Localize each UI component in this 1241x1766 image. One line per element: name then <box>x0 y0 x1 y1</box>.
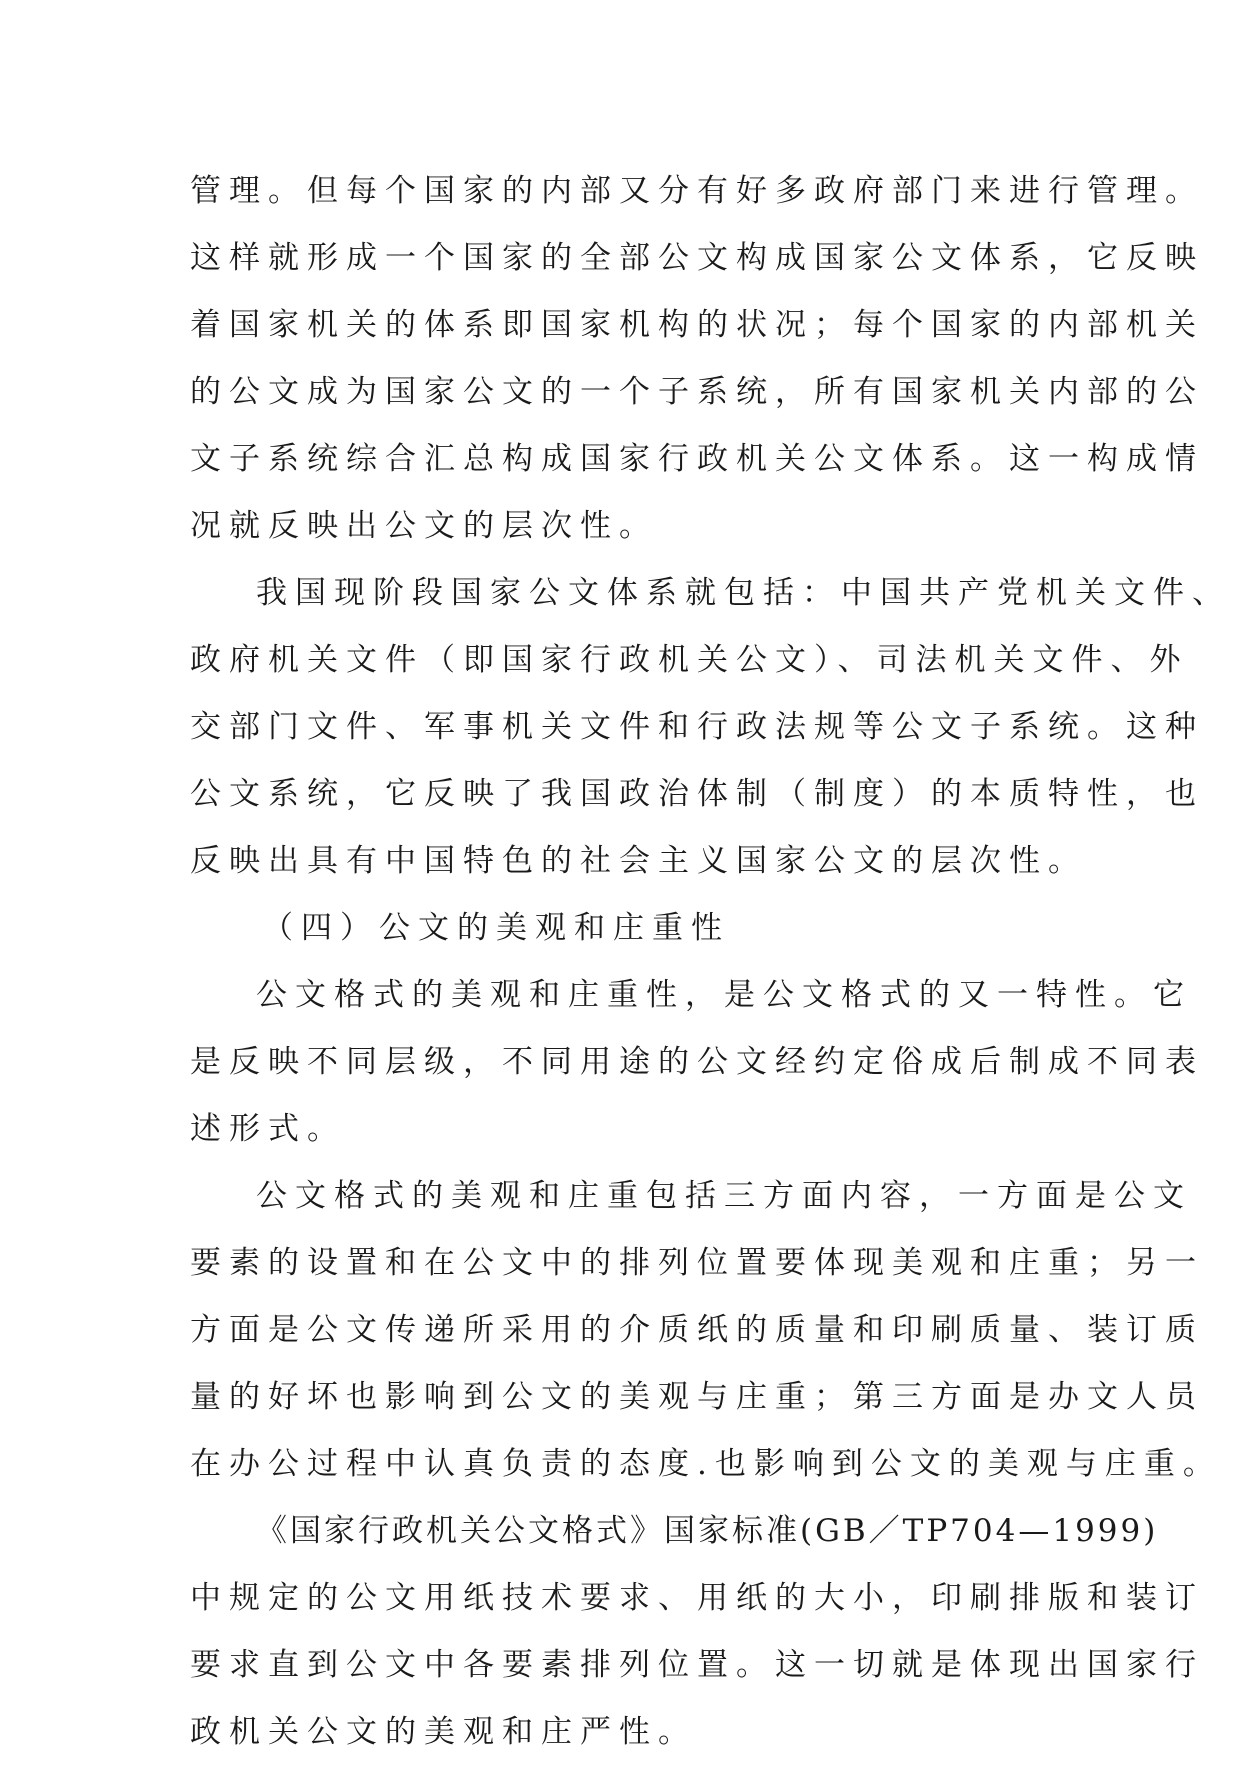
paragraph-start-line: 公文格式的美观和庄重性，是公文格式的又一特性。它 <box>256 977 1192 1013</box>
text-line: 述形式。 <box>190 1111 346 1147</box>
text-line: 况就反映出公文的层次性。 <box>190 508 658 544</box>
text-line: 要求直到公文中各要素排列位置。这一切就是体现出国家行 <box>190 1647 1204 1683</box>
text-line: 政机关公文的美观和庄严性。 <box>190 1714 697 1750</box>
text-line: 管理。但每个国家的内部又分有好多政府部门来进行管理。 <box>190 173 1204 209</box>
paragraph-start-line: 公文格式的美观和庄重包括三方面内容，一方面是公文 <box>256 1178 1192 1214</box>
body-text <box>190 158 1231 1766</box>
text-line: 着国家机关的体系即国家机构的状况；每个国家的内部机关 <box>190 307 1204 343</box>
text-line: 要素的设置和在公文中的排列位置要体现美观和庄重；另一 <box>190 1245 1204 1281</box>
text-line: 是反映不同层级，不同用途的公文经约定俗成后制成不同表 <box>190 1044 1204 1080</box>
paragraph-start-line: 我国现阶段国家公文体系就包括：中国共产党机关文件、 <box>256 575 1231 611</box>
text-line: 中规定的公文用纸技术要求、用纸的大小，印刷排版和装订 <box>190 1580 1204 1616</box>
text-line: 的公文成为国家公文的一个子系统，所有国家机关内部的公 <box>190 374 1204 410</box>
text-line: 方面是公文传递所采用的介质纸的质量和印刷质量、装订质 <box>190 1312 1204 1348</box>
text-line: 政府机关文件（即国家行政机关公文）、司法机关文件、外 <box>190 642 1189 678</box>
text-line: 交部门文件、军事机关文件和行政法规等公文子系统。这种 <box>190 709 1204 745</box>
text-line: 公文系统，它反映了我国政治体制（制度）的本质特性，也 <box>190 776 1204 812</box>
paragraph-start-line: 《国家行政机关公文格式》国家标准(GB／TP704—1999) <box>256 1513 1159 1549</box>
text-line: 文子系统综合汇总构成国家行政机关公文体系。这一构成情 <box>190 441 1204 477</box>
text-line: 在办公过程中认真负责的态度.也影响到公文的美观与庄重。 <box>190 1446 1222 1482</box>
text-line: 反映出具有中国特色的社会主义国家公文的层次性。 <box>190 843 1087 879</box>
text-line: 这样就形成一个国家的全部公文构成国家公文体系，它反映 <box>190 240 1204 276</box>
text-line: 量的好坏也影响到公文的美观与庄重；第三方面是办文人员 <box>190 1379 1204 1415</box>
section-heading: （四）公文的美观和庄重性 <box>262 910 730 946</box>
